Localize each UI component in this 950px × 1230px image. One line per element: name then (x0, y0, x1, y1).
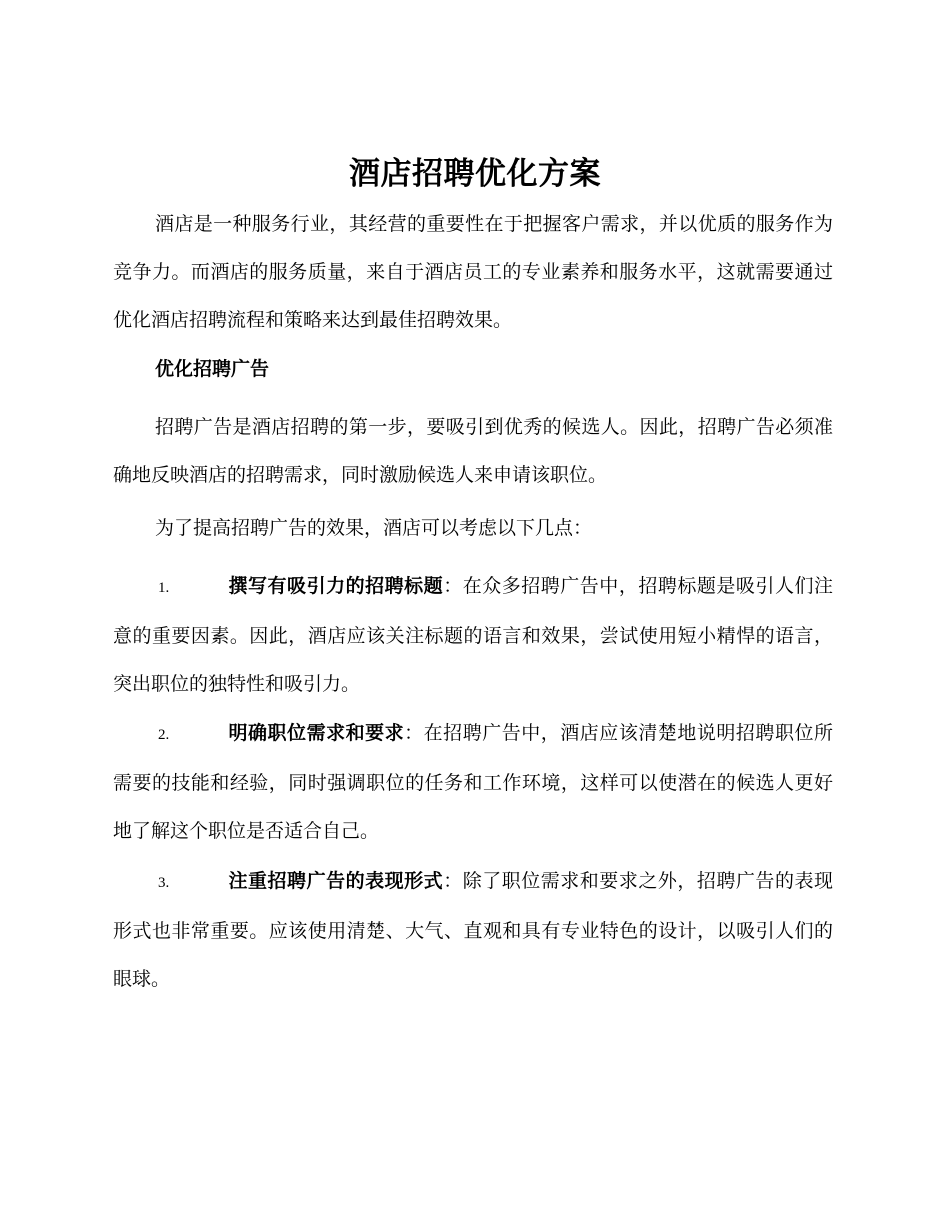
list-item-term: 注重招聘广告的表现形式 (228, 870, 444, 892)
list-item-text: ：除了职位需求和要求之外，招聘广告的表现形式也非常重要。应该使用清楚、大气、直观和具有专业特色的设计，以吸引人们的眼球。 (113, 870, 833, 990)
section-paragraph: 招聘广告是酒店招聘的第一步，要吸引到优秀的候选人。因此，招聘广告必须准确地反映酒店的招聘需求，同时激励候选人来申请该职位。 (113, 416, 833, 486)
list-item-number: 3. (158, 875, 170, 891)
list-item-text: ：在众多招聘广告中，招聘标题是吸引人们注意的重要因素。因此，酒店应该关注标题的语言和效果，尝试使用短小精悍的语言，突出职位的独特性和吸引力。 (113, 575, 833, 695)
list-item (113, 709, 833, 855)
intro-paragraph: 酒店是一种服务行业，其经营的重要性在于把握客户需求，并以优质的服务作为竞争力。而酒店的服务质量，来自于酒店员工的专业素养和服务水平，这就需要通过优化酒店招聘流程和策略来达到最佳招聘效果。 (113, 213, 833, 331)
document-title: 酒店招聘优化方案 (349, 156, 601, 192)
list-item-text: ：在招聘广告中，酒店应该清楚地说明招聘职位所需要的技能和经验，同时强调职位的任务和工作环境，这样可以使潜在的候选人更好地了解这个职位是否适合自己。 (113, 722, 833, 842)
section-heading: 优化招聘广告 (155, 358, 270, 380)
list-item-term: 撰写有吸引力的招聘标题 (228, 575, 444, 597)
list-item-term: 明确职位需求和要求 (228, 722, 405, 744)
list-item-number: 1. (158, 580, 170, 596)
list-item-number: 2. (158, 727, 170, 743)
list-item (113, 562, 833, 708)
list-intro-paragraph: 为了提高招聘广告的效果，酒店可以考虑以下几点： (155, 517, 593, 539)
list-item (113, 857, 833, 1003)
